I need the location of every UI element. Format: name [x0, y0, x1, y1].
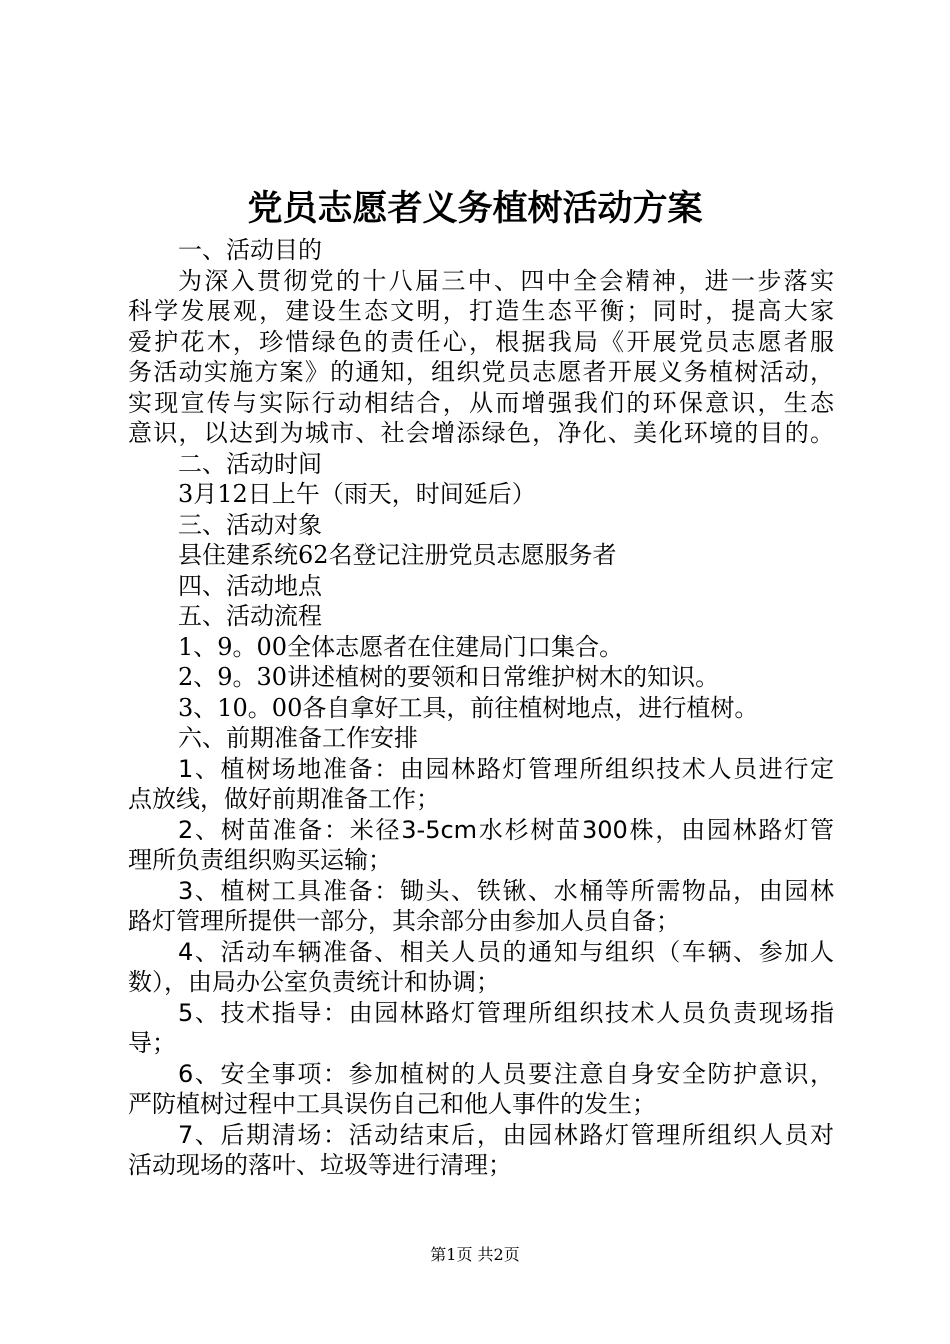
- process-item: 3、10。00各自拿好工具，前往植树地点，进行植树。: [178, 693, 759, 722]
- prep-line: 2、树苗准备：米径3-5cm水杉树苗300株，由园林路灯管: [178, 815, 834, 844]
- prep-line: 6、安全事项：参加植树的人员要注意自身安全防护意识，: [178, 1059, 834, 1088]
- prep-line: 严防植树过程中工具误伤自己和他人事件的发生；: [128, 1090, 656, 1118]
- document-title: 党员志愿者义务植树活动方案: [247, 189, 703, 229]
- section-heading-purpose: 一、活动目的: [178, 236, 322, 264]
- prep-line: 5、技术指导：由园林路灯管理所组织技术人员负责现场指: [178, 998, 834, 1027]
- section-text-time: 3月12日上午（雨天，时间延后）: [178, 480, 536, 508]
- prep-line: 路灯管理所提供一部分，其余部分由参加人员自备；: [128, 907, 680, 935]
- prep-line: 3、植树工具准备：锄头、铁锹、水桶等所需物品，由园林: [178, 876, 834, 905]
- paragraph-line: 爱护花木，珍惜绿色的责任心，根据我局《开展党员志愿者服: [128, 327, 834, 356]
- section-heading-process: 五、活动流程: [178, 602, 322, 630]
- prep-line: 理所负责组织购买运输；: [128, 846, 392, 874]
- section-heading-location: 四、活动地点: [178, 571, 322, 600]
- page-footer: 第1页 共2页: [430, 1245, 520, 1264]
- section-text-target: 县住建系统62名登记注册党员志愿服务者: [178, 541, 617, 569]
- section-heading-preparation: 六、前期准备工作安排: [178, 724, 418, 752]
- section-heading-time: 二、活动时间: [178, 449, 322, 478]
- prep-line: 数），由局办公室负责统计和协调；: [128, 968, 500, 996]
- paragraph-line: 意识，以达到为城市、社会增添绿色，净化、美化环境的目的。: [128, 419, 834, 447]
- document-body: [128, 235, 834, 1181]
- paragraph-line: 务活动实施方案》的通知，组织党员志愿者开展义务植树活动，: [128, 358, 834, 386]
- prep-line: 4、活动车辆准备、相关人员的通知与组织（车辆、参加人: [178, 937, 834, 966]
- process-item: 1、9。00全体志愿者在住建局门口集合。: [178, 632, 624, 661]
- prep-line: 7、后期清场：活动结束后，由园林路灯管理所组织人员对: [178, 1120, 834, 1149]
- section-heading-target: 三、活动对象: [178, 510, 322, 539]
- paragraph-line: 科学发展观，建设生态文明，打造生态平衡；同时，提高大家: [128, 297, 834, 325]
- prep-line: 1、植树场地准备：由园林路灯管理所组织技术人员进行定: [178, 754, 834, 783]
- prep-line: 点放线，做好前期准备工作；: [128, 785, 440, 813]
- prep-line: 导；: [128, 1029, 176, 1057]
- process-item: 2、9。30讲述植树的要领和日常维护树木的知识。: [178, 663, 720, 691]
- paragraph-line: 实现宣传与实际行动相结合，从而增强我们的环保意识，生态: [128, 388, 834, 417]
- prep-line: 活动现场的落叶、垃圾等进行清理；: [128, 1151, 512, 1179]
- paragraph-line: 为深入贯彻党的十八届三中、四中全会精神，进一步落实: [178, 266, 834, 295]
